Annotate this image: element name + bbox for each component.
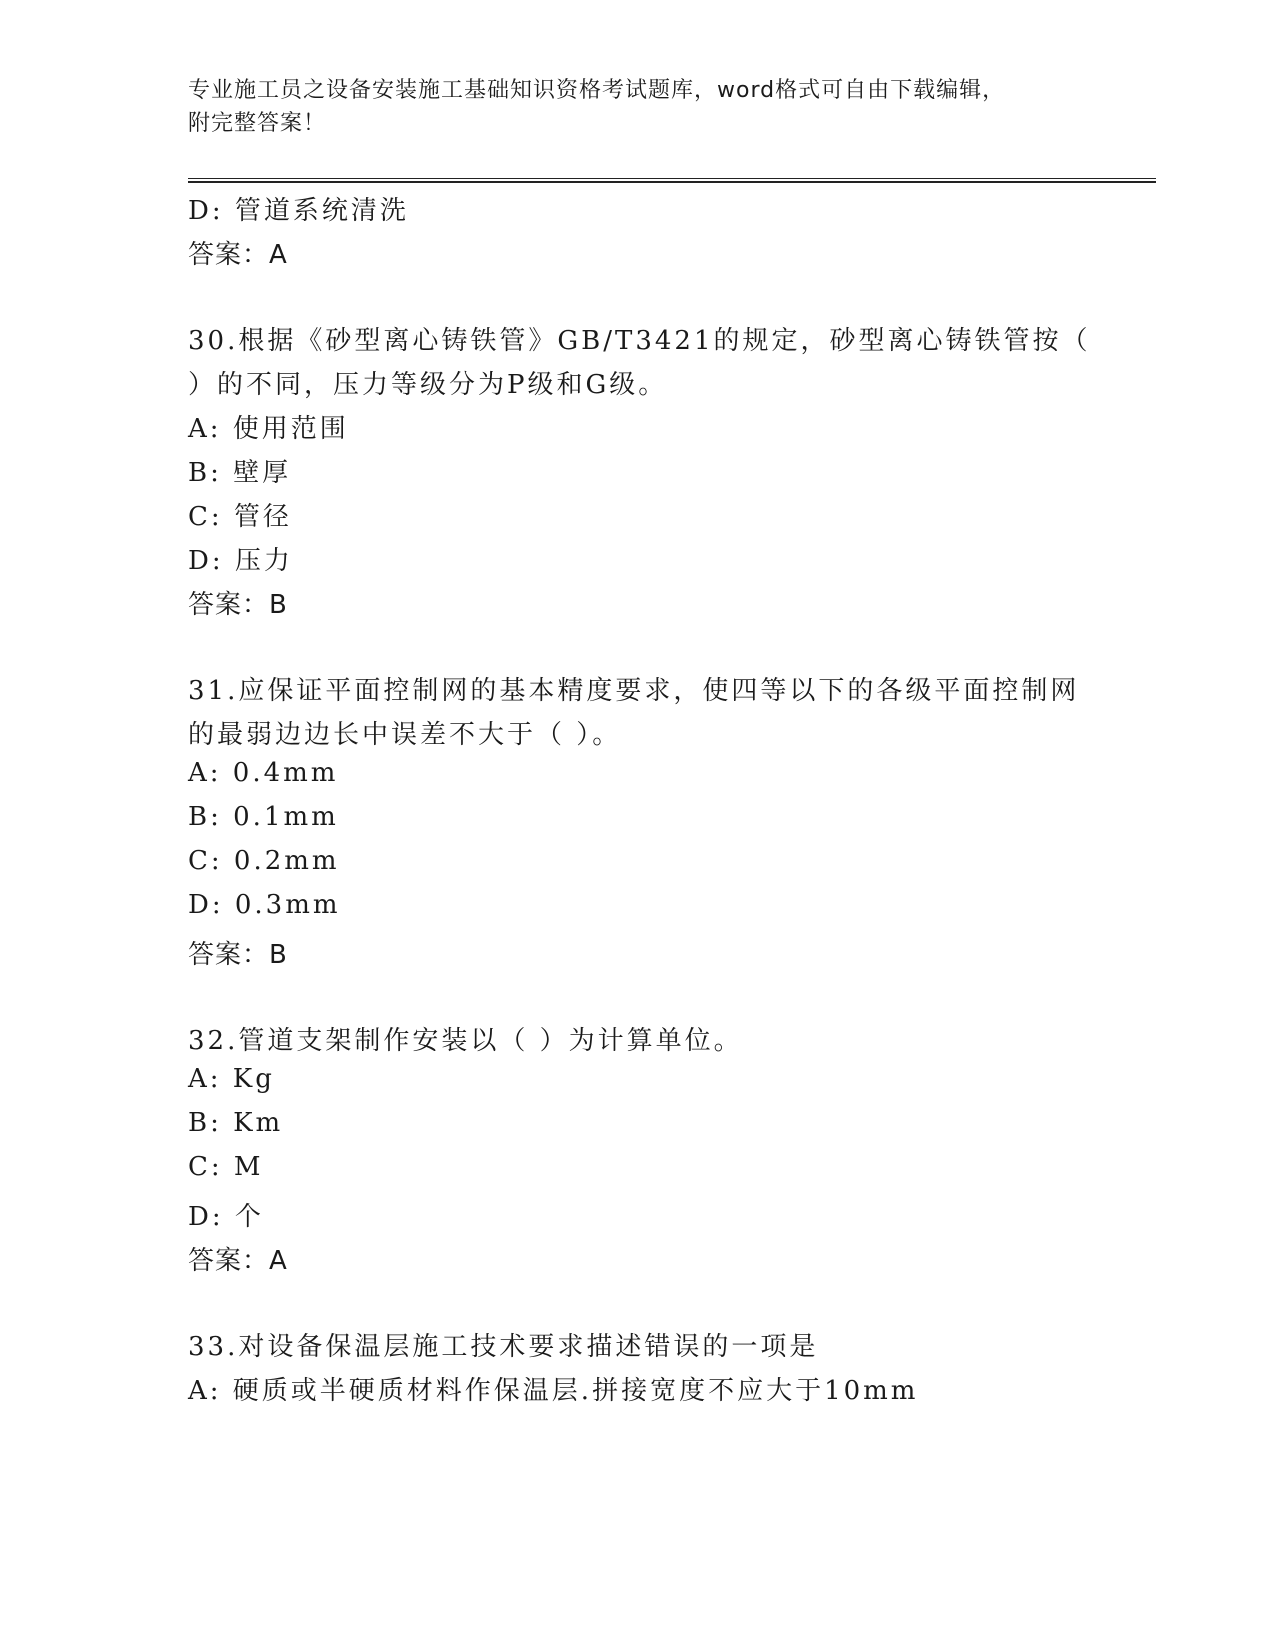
option-line: A: Kg (188, 1064, 275, 1094)
question-line: 的最弱边边长中误差不大于（ ）。 (188, 720, 622, 750)
option-line: D: 管道系统清洗 (188, 196, 409, 226)
answer-line: 答案：A (188, 1246, 288, 1276)
option-line: C: 管径 (188, 502, 292, 532)
option-line: B: 壁厚 (188, 458, 292, 488)
question-line: 32.管道支架制作安装以（ ）为计算单位。 (188, 1026, 743, 1056)
header-divider-thick (188, 181, 1156, 183)
question-line: 33.对设备保温层施工技术要求描述错误的一项是 (188, 1332, 819, 1362)
answer-line: 答案：B (188, 590, 288, 620)
answer-line: 答案：A (188, 240, 288, 270)
header-line-1: 专业施工员之设备安装施工基础知识资格考试题库，word格式可自由下载编辑， (188, 78, 1006, 103)
option-line: B: Km (188, 1108, 284, 1138)
header-line-2: 附完整答案！ (188, 111, 327, 136)
option-line: A: 硬质或半硬质材料作保温层.拼接宽度不应大于10mm (188, 1376, 919, 1406)
document-header (188, 74, 1088, 140)
question-line: ）的不同，压力等级分为P级和G级。 (188, 370, 668, 400)
question-line: 31.应保证平面控制网的基本精度要求，使四等以下的各级平面控制网 (188, 676, 1080, 706)
header-divider-thin (188, 178, 1156, 179)
option-line: C: M (188, 1152, 264, 1182)
option-line: D: 个 (188, 1202, 264, 1232)
option-line: A: 使用范围 (188, 414, 349, 444)
answer-line: 答案：B (188, 940, 288, 970)
option-line: D: 压力 (188, 546, 293, 576)
option-line: A: 0.4mm (188, 758, 339, 788)
question-line: 30.根据《砂型离心铸铁管》GB/T3421的规定，砂型离心铸铁管按（ (188, 326, 1091, 356)
option-line: B: 0.1mm (188, 802, 339, 832)
option-line: D: 0.3mm (188, 890, 341, 920)
option-line: C: 0.2mm (188, 846, 340, 876)
